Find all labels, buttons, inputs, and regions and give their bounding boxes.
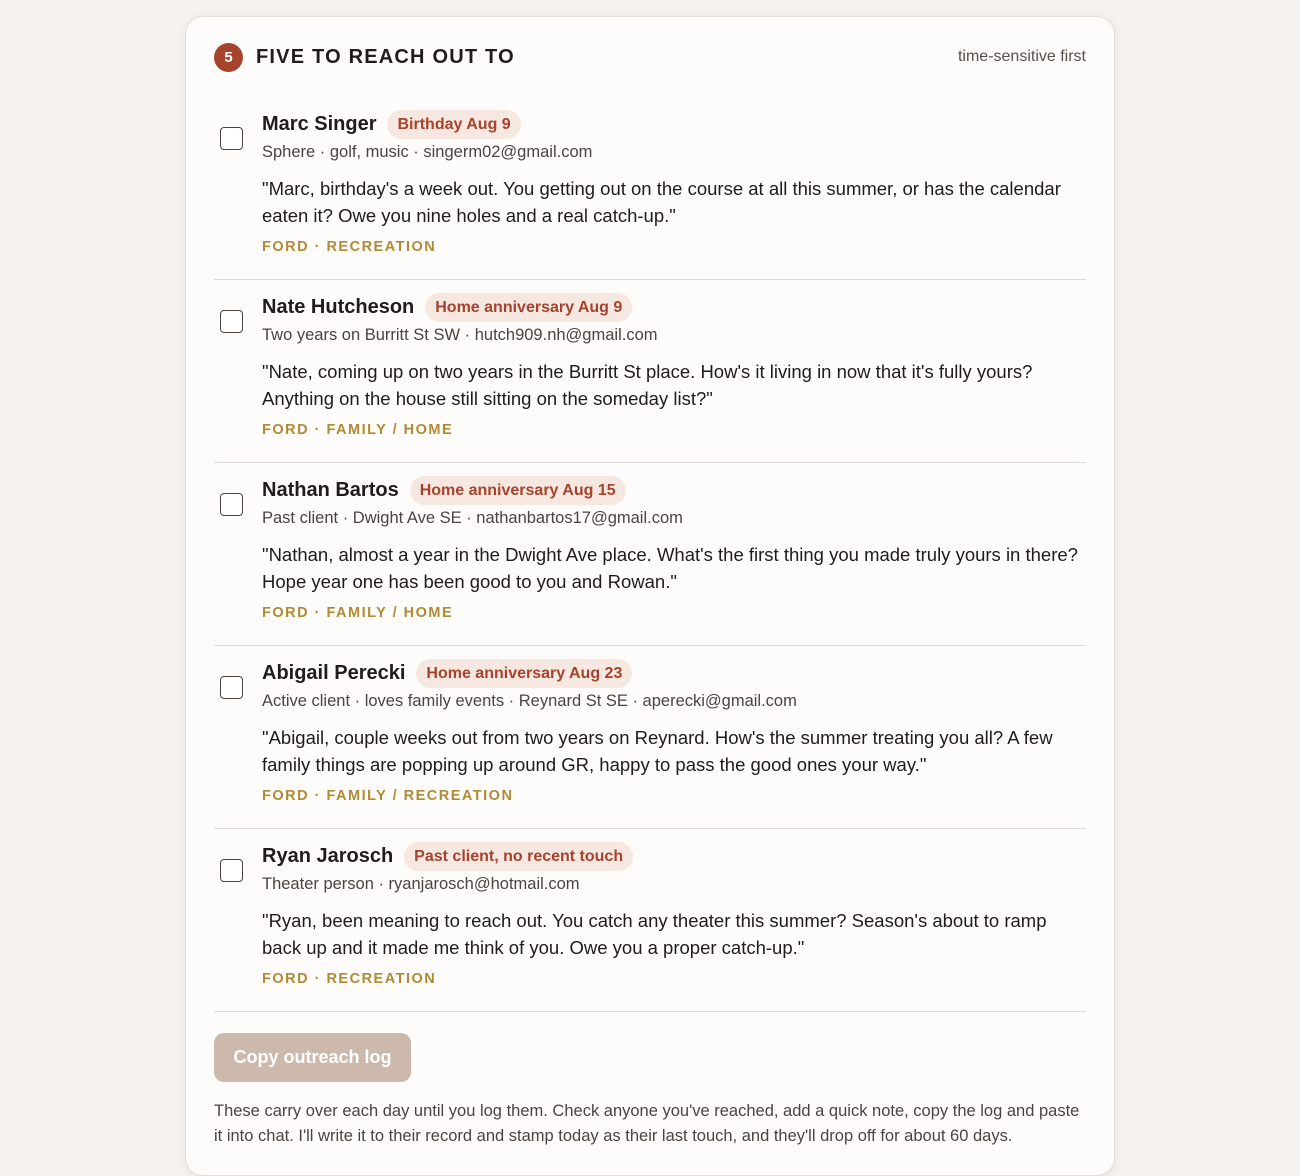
- card-header: [214, 17, 1086, 97]
- contact-name: Nate Hutcheson: [262, 295, 415, 318]
- contact-item: [214, 97, 1086, 280]
- contact-name: Abigail Perecki: [262, 661, 406, 684]
- outreach-card: [185, 16, 1115, 1176]
- suggested-message: "Nate, coming up on two years in the Burritt St place. How's it living in now that it's fully yours? Anything on the house still sitting on the someday list?": [262, 361, 1033, 409]
- name-row: [262, 292, 1086, 322]
- sort-label: time-sensitive first: [957, 48, 1086, 65]
- contact-content: [262, 292, 1086, 462]
- contact-meta: Theater person · ryanjarosch@hotmail.com: [262, 875, 580, 893]
- reason-badge: Home anniversary Aug 15: [410, 476, 626, 505]
- suggested-message: "Marc, birthday's a week out. You getting out on the course at all this summer, or has the calendar eaten it? Owe you nine holes and a real catch-up.": [262, 178, 1061, 226]
- suggested-message: "Abigail, couple weeks out from two years on Reynard. How's the summer treating you all? A few family things are popping up around GR, happy to pass the good ones your way.": [262, 727, 1053, 775]
- contact-content: [262, 658, 1086, 828]
- reached-checkbox[interactable]: [220, 676, 243, 699]
- name-row: [262, 475, 1086, 505]
- contact-item: [214, 646, 1086, 829]
- suggested-message: "Nathan, almost a year in the Dwight Ave place. What's the first thing you made truly yours in there? Hope year one has been good to you and Rowan.": [262, 544, 1078, 592]
- contact-content: [262, 841, 1086, 1011]
- name-row: [262, 658, 1086, 688]
- contact-content: [262, 475, 1086, 645]
- contact-tags: FORD · FAMILY / HOME: [262, 605, 454, 621]
- contact-name: Marc Singer: [262, 112, 377, 135]
- reason-badge: Home anniversary Aug 9: [425, 293, 632, 322]
- contact-tags: FORD · FAMILY / HOME: [262, 422, 454, 438]
- reached-checkbox[interactable]: [220, 493, 243, 516]
- name-row: [262, 841, 1086, 871]
- count-badge: 5: [214, 43, 243, 72]
- contact-item: [214, 463, 1086, 646]
- contact-name: Nathan Bartos: [262, 478, 399, 501]
- suggested-message: "Ryan, been meaning to reach out. You catch any theater this summer? Season's about to ramp back up and it made me think of you. Owe you a proper catch-up.": [262, 910, 1047, 958]
- copy-outreach-log-button[interactable]: Copy outreach log: [214, 1033, 411, 1082]
- card-title: FIVE TO REACH OUT TO: [256, 45, 515, 68]
- reason-badge: Birthday Aug 9: [387, 110, 520, 139]
- contact-list: [214, 97, 1086, 1012]
- reached-checkbox[interactable]: [220, 859, 243, 882]
- contact-content: [262, 109, 1086, 279]
- contact-tags: FORD · RECREATION: [262, 971, 437, 987]
- reached-checkbox[interactable]: [220, 310, 243, 333]
- contact-tags: FORD · FAMILY / RECREATION: [262, 788, 514, 804]
- contact-meta: Sphere · golf, music · singerm02@gmail.com: [262, 143, 593, 161]
- contact-name: Ryan Jarosch: [262, 844, 394, 867]
- contact-tags: FORD · RECREATION: [262, 239, 437, 255]
- reason-badge: Past client, no recent touch: [404, 842, 633, 871]
- reached-checkbox[interactable]: [220, 127, 243, 150]
- contact-item: [214, 829, 1086, 1012]
- contact-meta: Past client · Dwight Ave SE · nathanbartos17@gmail.com: [262, 509, 683, 527]
- reason-badge: Home anniversary Aug 23: [416, 659, 632, 688]
- footer-note: These carry over each day until you log them. Check anyone you've reached, add a quick note, copy the log and paste it into chat. I'll write it to their record and stamp today as their last touch, and they'll drop off for about 60 days.: [214, 1102, 1080, 1145]
- name-row: [262, 109, 1086, 139]
- contact-meta: Active client · loves family events · Reynard St SE · aperecki@gmail.com: [262, 692, 797, 710]
- contact-meta: Two years on Burritt St SW · hutch909.nh@gmail.com: [262, 326, 658, 344]
- contact-item: [214, 280, 1086, 463]
